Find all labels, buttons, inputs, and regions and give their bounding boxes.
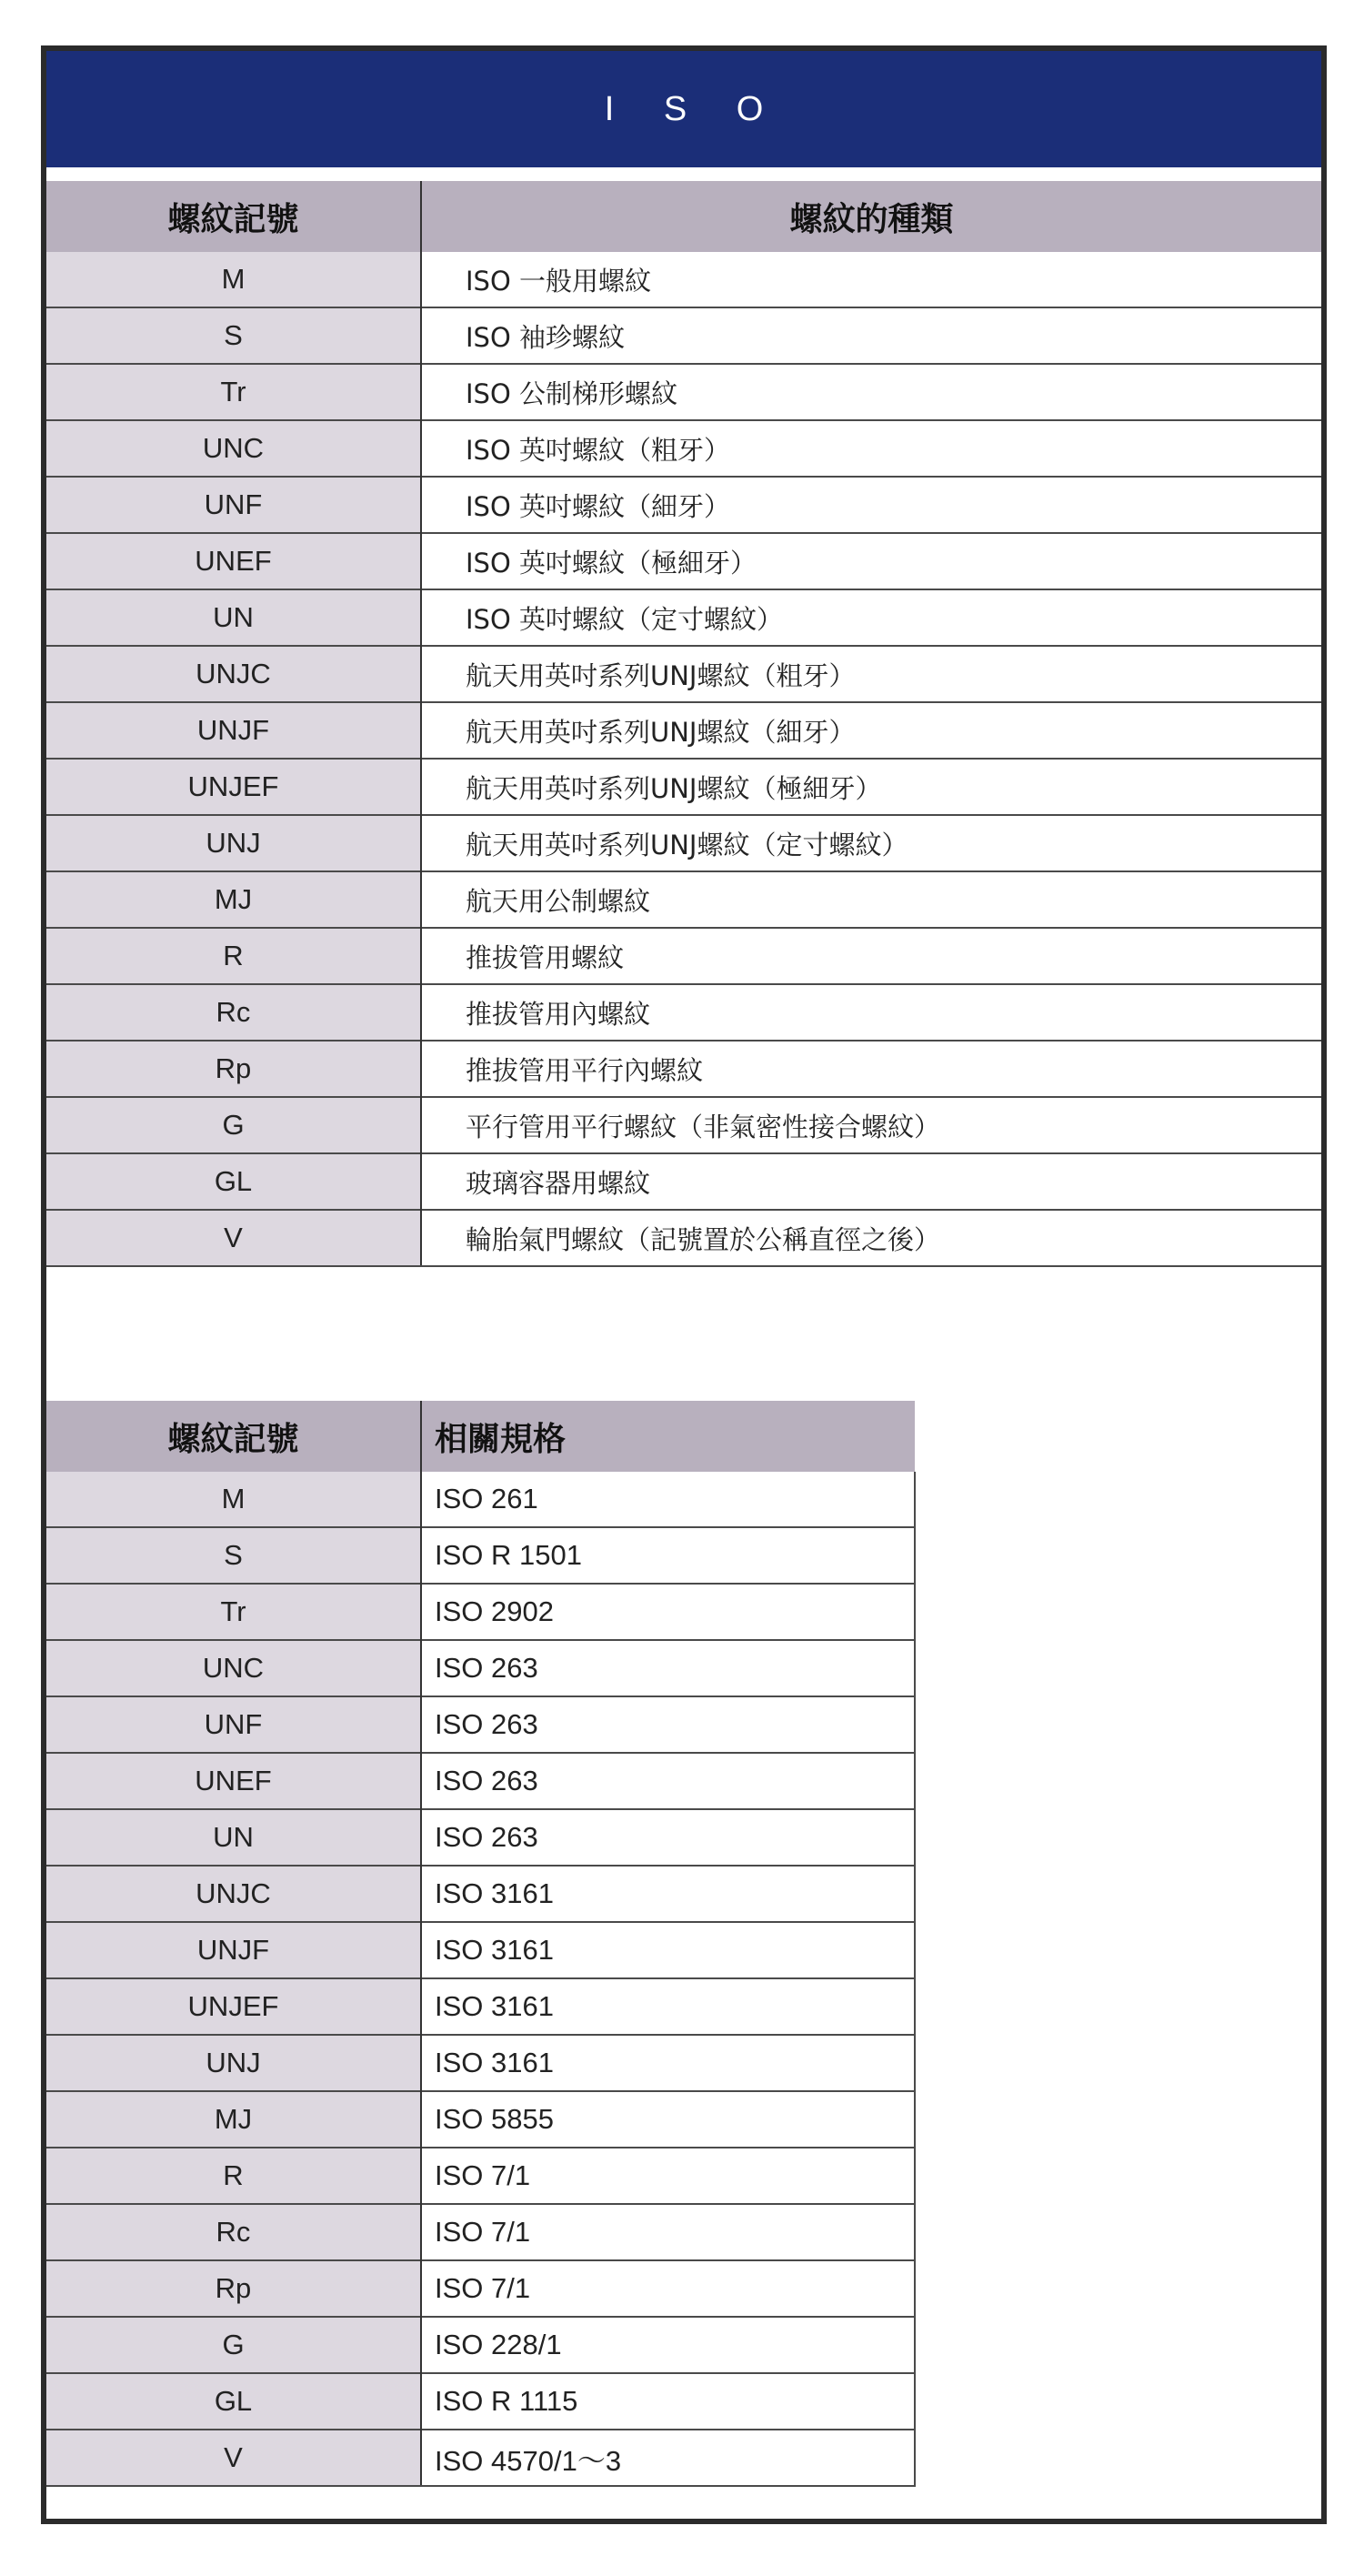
- related-standard-cell: ISO 263: [421, 1640, 915, 1696]
- column-header-thread-symbol: 螺紋記號: [46, 1401, 421, 1472]
- table-row: [46, 1097, 1321, 1153]
- related-standard-cell: ISO 3161: [421, 1922, 915, 1978]
- table-row: [46, 1210, 1321, 1266]
- table-row: [46, 364, 1321, 420]
- table-row: [46, 1753, 915, 1809]
- related-standard-cell: ISO 3161: [421, 2035, 915, 2091]
- related-standard-cell: ISO 7/1: [421, 2148, 915, 2204]
- thread-type-cell: ISO 英吋螺紋（定寸螺紋）: [421, 589, 1321, 646]
- table-row: [46, 2148, 915, 2204]
- table-row: [46, 252, 1321, 307]
- thread-symbol-cell: UNF: [46, 477, 421, 533]
- thread-type-cell: 航天用英吋系列UNJ螺紋（細牙）: [421, 702, 1321, 759]
- table-row: [46, 815, 1321, 871]
- related-standard-table: [46, 1401, 916, 2487]
- thread-symbol-cell: M: [46, 252, 421, 307]
- related-standard-cell: ISO 263: [421, 1696, 915, 1753]
- related-standard-cell: ISO 263: [421, 1809, 915, 1866]
- table-row: [46, 1978, 915, 2035]
- related-standard-cell: ISO 261: [421, 1472, 915, 1527]
- thread-symbol-cell: UNJ: [46, 815, 421, 871]
- related-standard-cell: ISO 5855: [421, 2091, 915, 2148]
- thread-symbol-cell: V: [46, 2430, 421, 2486]
- thread-symbol-cell: UNC: [46, 1640, 421, 1696]
- table-row: [46, 1866, 915, 1922]
- thread-symbol-cell: MJ: [46, 2091, 421, 2148]
- table-row: [46, 1922, 915, 1978]
- column-header-thread-symbol: 螺紋記號: [46, 181, 421, 252]
- thread-type-cell: ISO 袖珍螺紋: [421, 307, 1321, 364]
- related-standard-cell: ISO 3161: [421, 1978, 915, 2035]
- related-standard-cell: ISO 7/1: [421, 2260, 915, 2317]
- thread-type-cell: 航天用英吋系列UNJ螺紋（極細牙）: [421, 759, 1321, 815]
- thread-type-cell: 航天用英吋系列UNJ螺紋（定寸螺紋）: [421, 815, 1321, 871]
- thread-symbol-cell: UNJF: [46, 1922, 421, 1978]
- table-row: [46, 1696, 915, 1753]
- related-standard-cell: ISO R 1115: [421, 2373, 915, 2430]
- table-header-row: [46, 181, 1321, 252]
- thread-symbol-cell: R: [46, 928, 421, 984]
- table-row: [46, 2373, 915, 2430]
- thread-symbol-cell: GL: [46, 2373, 421, 2430]
- thread-symbol-cell: S: [46, 307, 421, 364]
- thread-symbol-cell: UNF: [46, 1696, 421, 1753]
- page-title: I S O: [46, 51, 1321, 167]
- thread-symbol-cell: Rc: [46, 984, 421, 1041]
- thread-symbol-cell: G: [46, 2317, 421, 2373]
- thread-symbol-cell: UNJC: [46, 646, 421, 702]
- thread-symbol-cell: UNJC: [46, 1866, 421, 1922]
- table-row: [46, 928, 1321, 984]
- thread-symbol-cell: Rp: [46, 1041, 421, 1097]
- related-standard-cell: ISO 2902: [421, 1584, 915, 1640]
- thread-symbol-cell: Tr: [46, 364, 421, 420]
- thread-symbol-cell: Tr: [46, 1584, 421, 1640]
- related-standard-cell: ISO 3161: [421, 1866, 915, 1922]
- thread-type-cell: 平行管用平行螺紋（非氣密性接合螺紋）: [421, 1097, 1321, 1153]
- table-row: [46, 533, 1321, 589]
- table-row: [46, 2091, 915, 2148]
- table-row: [46, 477, 1321, 533]
- thread-symbol-cell: V: [46, 1210, 421, 1266]
- related-standard-cell: ISO 7/1: [421, 2204, 915, 2260]
- thread-symbol-cell: UNJF: [46, 702, 421, 759]
- table-row: [46, 2430, 915, 2486]
- thread-symbol-cell: Rp: [46, 2260, 421, 2317]
- thread-symbol-cell: R: [46, 2148, 421, 2204]
- thread-symbol-cell: S: [46, 1527, 421, 1584]
- thread-symbol-cell: UNC: [46, 420, 421, 477]
- thread-type-cell: ISO 一般用螺紋: [466, 265, 652, 297]
- table-row: [46, 420, 1321, 477]
- table-row: [46, 2204, 915, 2260]
- table-row: [46, 1153, 1321, 1210]
- thread-symbol-cell: UNEF: [46, 533, 421, 589]
- thread-symbol-cell: UNEF: [46, 1753, 421, 1809]
- table-row: [46, 2260, 915, 2317]
- table-row: [46, 759, 1321, 815]
- table-header-row: [46, 1401, 915, 1472]
- thread-symbol-cell: GL: [46, 1153, 421, 1210]
- thread-symbol-cell: UNJEF: [46, 1978, 421, 2035]
- thread-type-cell: ISO 英吋螺紋（極細牙）: [421, 533, 1321, 589]
- column-header-thread-type: 螺紋的種類: [421, 181, 1321, 252]
- thread-type-cell: 輪胎氣門螺紋（記號置於公稱直徑之後）: [421, 1210, 1321, 1266]
- thread-type-cell: 推拔管用內螺紋: [421, 984, 1321, 1041]
- thread-symbol-cell: M: [46, 1472, 421, 1527]
- thread-type-cell: 推拔管用平行內螺紋: [421, 1041, 1321, 1097]
- thread-symbol-cell: G: [46, 1097, 421, 1153]
- table-row: [46, 307, 1321, 364]
- related-standard-cell: ISO R 1501: [421, 1527, 915, 1584]
- thread-type-cell: 推拔管用螺紋: [421, 928, 1321, 984]
- thread-symbol-cell: UNJEF: [46, 759, 421, 815]
- table-row: [46, 2317, 915, 2373]
- thread-type-cell: 玻璃容器用螺紋: [421, 1153, 1321, 1210]
- table-row: [46, 1472, 915, 1527]
- table-row: [46, 589, 1321, 646]
- table-row: [46, 1584, 915, 1640]
- table-row: [46, 1809, 915, 1866]
- thread-type-cell: 航天用英吋系列UNJ螺紋（粗牙）: [421, 646, 1321, 702]
- table-row: [46, 871, 1321, 928]
- thread-type-cell: ISO 公制梯形螺紋: [421, 364, 1321, 420]
- thread-type-cell: 航天用公制螺紋: [421, 871, 1321, 928]
- related-standard-cell: ISO 263: [421, 1753, 915, 1809]
- related-standard-cell: ISO 228/1: [421, 2317, 915, 2373]
- thread-symbol-cell: UNJ: [46, 2035, 421, 2091]
- table-row: [46, 1041, 1321, 1097]
- table-row: [46, 2035, 915, 2091]
- thread-symbol-cell: UN: [46, 589, 421, 646]
- table-row: [46, 984, 1321, 1041]
- table-row: [46, 702, 1321, 759]
- table-row: [46, 1527, 915, 1584]
- thread-symbol-cell: Rc: [46, 2204, 421, 2260]
- thread-symbol-cell: UN: [46, 1809, 421, 1866]
- column-header-related-standard: 相關規格: [421, 1401, 915, 1472]
- thread-symbol-cell: MJ: [46, 871, 421, 928]
- thread-type-table: [46, 181, 1321, 1267]
- thread-type-cell: ISO 英吋螺紋（細牙）: [421, 477, 1321, 533]
- related-standard-cell: ISO 4570/1～3: [421, 2430, 915, 2486]
- document-frame: [41, 45, 1327, 2524]
- table-row: [46, 1640, 915, 1696]
- table-row: [46, 646, 1321, 702]
- thread-type-cell: ISO 英吋螺紋（粗牙）: [421, 420, 1321, 477]
